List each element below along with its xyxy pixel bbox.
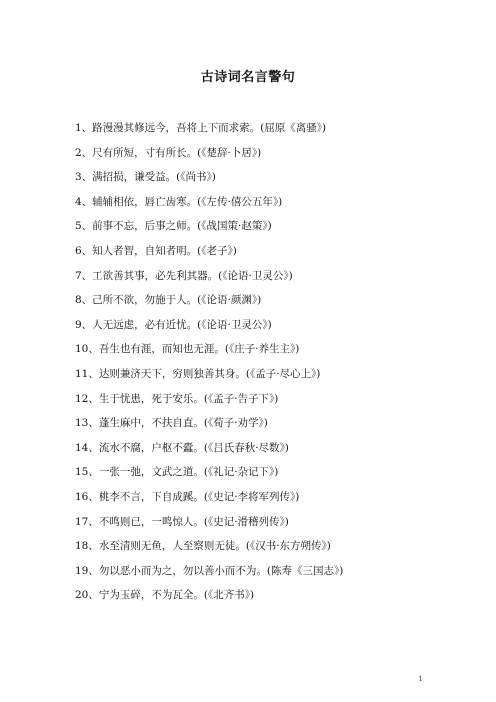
quote-item: 3、满招损，谦受益。(《尚书》) bbox=[75, 171, 216, 184]
quote-item: 19、勿以恶小而为之，勿以善小而不为。(陈寿《三国志》) bbox=[75, 564, 344, 577]
quote-item: 17、不鸣则已，一鸣惊人。(《史记·滑稽列传》) bbox=[75, 515, 289, 528]
quote-item: 2、尺有所短，寸有所长。(《楚辞·卜居》) bbox=[75, 146, 262, 159]
quote-item: 20、宁为玉碎，不为瓦全。(《北齐书》) bbox=[75, 589, 255, 602]
quote-list bbox=[75, 121, 343, 613]
quote-item: 13、蓬生麻中，不扶自直。(《荀子·劝学》) bbox=[75, 417, 268, 430]
quote-item: 14、流水不腐，户枢不蠹。(《吕氏春秋·尽数》) bbox=[75, 441, 289, 454]
quote-item: 16、桃李不言，下自成蹊。(《史记·李将军列传》) bbox=[75, 490, 300, 503]
quote-item: 12、生于忧患，死于安乐。(《孟子·告子下》) bbox=[75, 392, 279, 405]
quote-item: 9、人无远虑，必有近忧。(《论语·卫灵公》) bbox=[75, 318, 272, 331]
quote-item: 10、吾生也有涯，而知也无涯。(《庄子·养生主》) bbox=[75, 343, 300, 356]
quote-item: 5、前事不忘，后事之师。(《战国策·赵策》) bbox=[75, 220, 272, 233]
quote-item: 1、路漫漫其修远今，吾将上下而求索。(屈原《离骚》) bbox=[75, 122, 327, 134]
quote-item: 18、水至清则无鱼，人至察则无徒。(《汉书·东方朔传》) bbox=[75, 540, 331, 553]
quote-item: 11、达则兼济天下，穷则独善其身。(《孟子·尽心上》) bbox=[75, 367, 321, 380]
quote-item: 7、工欲善其事，必先利其器。(《论语·卫灵公》) bbox=[75, 269, 293, 282]
page-title: 古诗词名言警句 bbox=[200, 70, 296, 85]
quote-item: 8、己所不欲，勿施于人。(《论语·颜渊》) bbox=[75, 294, 262, 307]
quote-item: 15、一张一弛，文武之道。(《礼记·杂记下》) bbox=[75, 466, 279, 479]
page-number: 1 bbox=[418, 675, 423, 683]
quote-item: 4、辅辅相依，唇亡齿寒。(《左传·僖公五年》) bbox=[75, 195, 283, 208]
quote-item: 6、知人者智，自知者明。(《老子》) bbox=[75, 244, 237, 257]
